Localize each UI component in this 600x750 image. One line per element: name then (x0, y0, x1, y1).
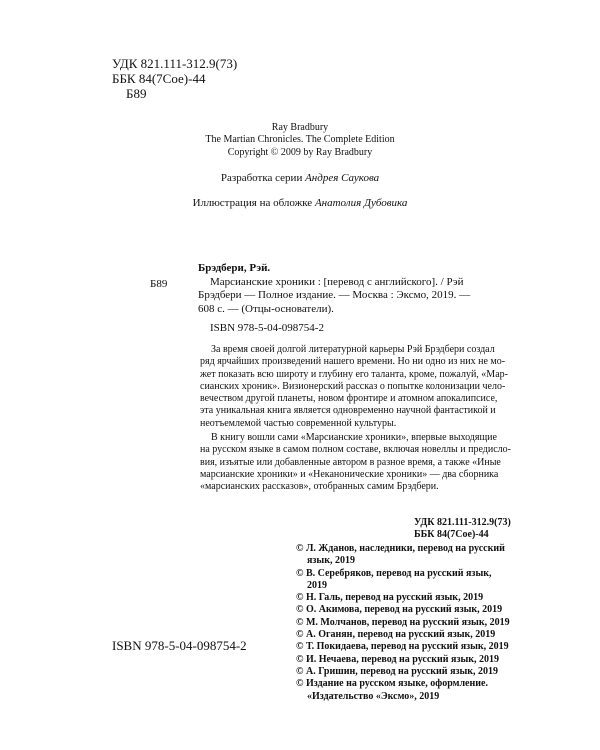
copyright-line: © О. Акимова, перевод на русский язык, 2019 (296, 604, 503, 616)
catalog-line: Брэдбери — Полное издание. — Москва : Эксмо, 2019. — (198, 289, 471, 302)
original-author: Ray Bradbury (271, 122, 329, 133)
annotation-line: вия, изъятые или добавленные автором в разное время, а также «Иные (200, 456, 501, 468)
annotation-line: В книгу вошли сами «Марсианские хроники», впервые выходящие (211, 432, 497, 444)
annotation (200, 344, 511, 494)
cover-credit (0, 197, 600, 211)
cover-label: Иллюстрация на обложке (192, 197, 313, 209)
udk-code-repeat: УДК 821.111-312.9(73) (414, 517, 511, 528)
classification-repeat (414, 517, 511, 542)
catalog-line: 608 с. — (Отцы-основатели). (198, 302, 334, 315)
copyright-line: © Н. Галь, перевод на русский язык, 2019 (296, 592, 484, 604)
isbn-bottom: ISBN 978-5-04-098754-2 (112, 638, 247, 653)
copyright-line: © Т. Покидаева, перевод на русский язык, 2019 (296, 641, 509, 653)
bbk-code-repeat: ББК 84(7Сое)-44 (414, 529, 489, 541)
copyright-line: © М. Молчанов, перевод на русский язык, 2019 (296, 616, 510, 628)
series-name: Андрея Саукова (305, 172, 380, 184)
bbk-code: ББК 84(7Сое)-44 (112, 71, 206, 86)
copyright-line: © А. Оганян, перевод на русский язык, 2019 (296, 629, 496, 641)
cover-name: Анатолия Дубовика (314, 197, 408, 209)
catalog-line: Марсианские хроники : [перевод с английского]. / Рэй (210, 275, 464, 288)
copyright-line: © И. Нечаева, перевод на русский язык, 2019 (296, 653, 500, 665)
classification-block (112, 56, 237, 101)
copyright-line: © Издание на русском языке, оформление. (296, 678, 488, 690)
catalog-author-heading: Брэдбери, Рэй. (198, 262, 271, 274)
copyright-line: © Л. Жданов, наследники, перевод на русский (296, 543, 505, 554)
original-title: The Martian Chronicles. The Complete Edition (205, 134, 395, 146)
annotation-line: эта уникальная книга является одновременно научной фантастикой и (200, 405, 496, 417)
catalog-isbn: ISBN 978-5-04-098754-2 (210, 322, 324, 335)
copyright-line: © А. Гришин, перевод на русский язык, 2019 (296, 665, 499, 677)
annotation-line: ряд ярчайших произведений нашего времени. Но ни одно из них не мо- (200, 356, 506, 368)
annotation-line: марсианские хроники» и «Неканонические хроники» — два сборника (200, 468, 499, 480)
annotation-line: жет показать всю широту и глубину его таланта, кроме, пожалуй, «Мар- (200, 368, 508, 380)
annotation-line: вечеством другой планеты, новом фронтире и атомном апокалипсисе, (200, 393, 498, 405)
annotation-line: сианских хроник». Визионерский рассказ о попытке колонизации чело- (200, 380, 506, 392)
series-label: Разработка серии (220, 172, 303, 184)
copyright-notice: Copyright © 2009 by Ray Bradbury (227, 146, 373, 158)
author-mark: Б89 (126, 86, 147, 101)
annotation-line: на русском языке в самом полном составе, включая новеллы и предисло- (200, 444, 511, 456)
series-credit (0, 172, 600, 186)
annotation-line: «марсианских рассказов», отобранных самим Брэдбери. (200, 481, 439, 493)
annotation-line: неотъемлемой частью современной культуры. (200, 417, 397, 429)
catalog-entry (198, 262, 490, 336)
copyright-line: «Издательство «Эксмо», 2019 (307, 690, 440, 702)
copyright-line: © В. Серебряков, перевод на русский язык, (296, 567, 492, 579)
copyright-line: язык, 2019 (307, 555, 355, 567)
copyright-list (296, 543, 510, 703)
original-edition-info (0, 122, 600, 159)
annotation-line: За время своей долгой литературной карьеры Рэй Брэдбери создал (211, 344, 495, 355)
copyright-line: 2019 (307, 579, 327, 591)
catalog-mark: Б89 (150, 278, 168, 290)
udk-code: УДК 821.111-312.9(73) (112, 56, 238, 71)
